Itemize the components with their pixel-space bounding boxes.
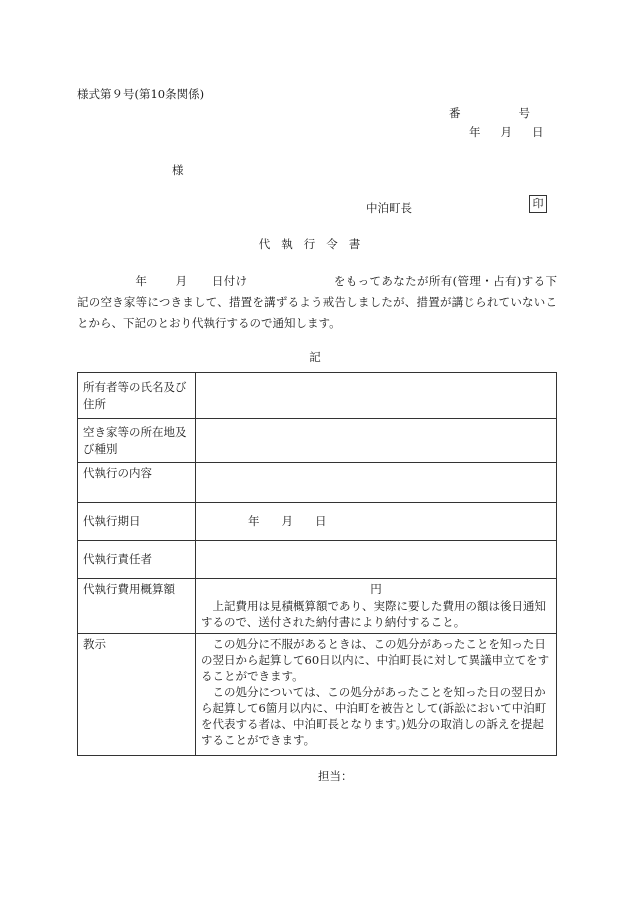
period-label: 代執行期日	[78, 503, 196, 541]
body-rest: をもってあなたが所有(管理・占有)する下記の空き家等につきまして、措置を講ずるよう戒告しましたが、措置が講じられていないことから、下記のとおり代執行するので通知します。	[77, 274, 558, 330]
instruction-paragraph-1: この処分に不服があるときは、この処分があったことを知った日の翌日から起算して60日以内に、中泊町長に対して異議申立てをすることができます。	[201, 637, 550, 683]
period-year: 年	[248, 514, 260, 528]
cost-note: 上記費用は見積概算額であり、実際に要した費用の額は後日通知するので、送付された納付書により納付すること。	[201, 599, 546, 629]
table-row	[78, 634, 557, 756]
date-day: 日	[532, 125, 544, 139]
person-in-charge: 担当：	[318, 769, 353, 783]
cost-label: 代執行費用概算額	[78, 579, 196, 634]
table-row	[78, 541, 557, 579]
table-row	[78, 579, 557, 634]
seal-stamp: 印	[529, 195, 547, 213]
document-number-line	[449, 105, 530, 121]
addressee-suffix: 様	[172, 163, 184, 177]
date-year: 年	[469, 125, 481, 139]
responsible-label: 代執行責任者	[78, 541, 196, 579]
body-dated: 日付け	[211, 274, 248, 288]
cost-value	[196, 579, 557, 634]
ki-heading: 記	[309, 350, 321, 364]
instruction-paragraph-2: この処分については、この処分があったことを知った日の翌日から起算して6箇月以内に、中泊町を被告として(訴訟において中泊町を代表する者は、中泊町長となります。)処分の取消しの訴えを提起することができます。	[201, 685, 547, 747]
body-month: 月	[175, 274, 188, 288]
period-value	[196, 503, 557, 541]
notice-body	[77, 271, 557, 334]
responsible-value	[196, 541, 557, 579]
period-month: 月	[281, 514, 293, 528]
number-label: 番	[449, 106, 461, 120]
details-table	[77, 372, 557, 756]
number-suffix: 号	[518, 106, 530, 120]
table-row	[78, 503, 557, 541]
sender-name: 中泊町長	[366, 201, 412, 215]
content-label: 代執行の内容	[78, 463, 196, 503]
issue-date-line	[449, 124, 544, 140]
instruction-label: 教示	[78, 634, 196, 756]
date-month: 月	[500, 125, 512, 139]
owner-value	[196, 373, 557, 419]
content-value	[196, 463, 557, 503]
document-title: 代執行令書	[258, 237, 372, 251]
period-day: 日	[315, 514, 327, 528]
body-year: 年	[135, 274, 148, 288]
instruction-value	[196, 634, 557, 756]
table-row	[78, 373, 557, 419]
owner-label: 所有者等の氏名及び住所	[78, 373, 196, 419]
location-label: 空き家等の所在地及び種別	[78, 419, 196, 463]
table-row	[78, 463, 557, 503]
form-number: 様式第９号(第10条関係)	[77, 87, 205, 101]
location-value	[196, 419, 557, 463]
table-row	[78, 419, 557, 463]
cost-unit: 円	[370, 582, 382, 596]
